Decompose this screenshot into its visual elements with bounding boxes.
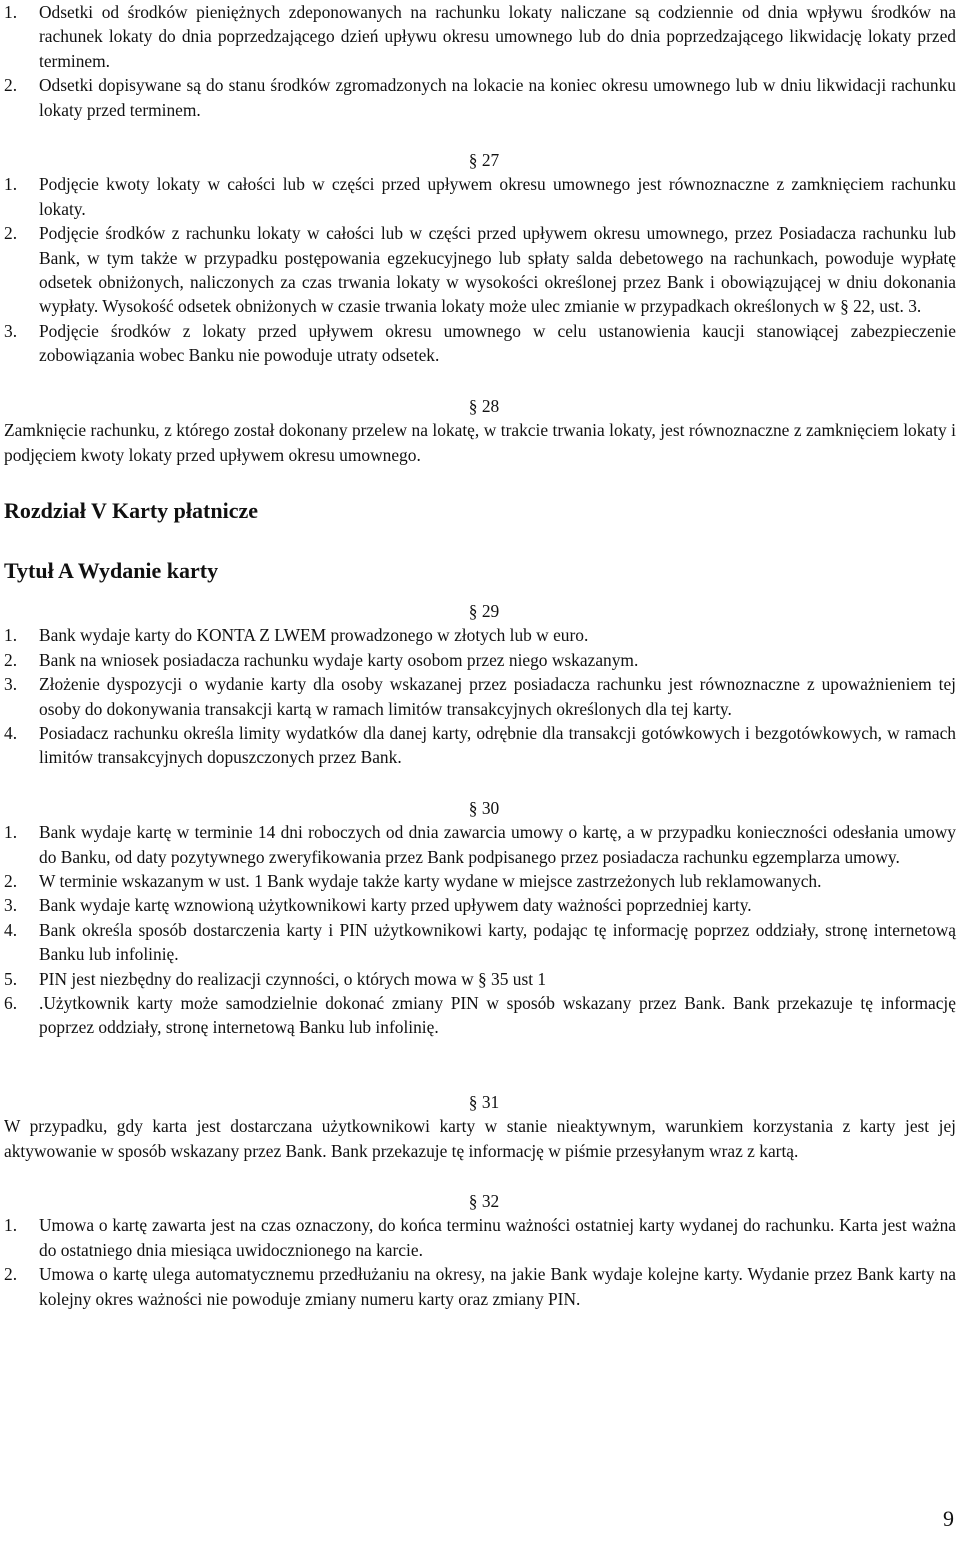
- title-heading: Tytuł A Wydanie karty: [4, 557, 219, 583]
- list-item: [4, 893, 956, 917]
- item-number: 3.: [4, 895, 18, 916]
- section-27: [4, 148, 956, 368]
- list-item: [4, 672, 956, 721]
- item-number: 1.: [4, 1215, 18, 1236]
- section-26-continued: [4, 0, 956, 122]
- section-text: Zamknięcie rachunku, z którego został dokonany przelew na lokatę, w trakcie trwania lokaty, jest równoznaczne z zamknięciem lokaty i podjęciem kwoty lokaty przed upływem okresu umownego.: [4, 420, 956, 465]
- item-number: 1.: [4, 174, 18, 195]
- item-number: 3.: [4, 320, 18, 341]
- item-text: W terminie wskazanym w ust. 1 Bank wydaje także karty wydane w miejsce zastrzeżonych lub reklamowanych.: [39, 870, 822, 891]
- item-number: 3.: [4, 674, 18, 695]
- item-number: 2.: [4, 223, 18, 244]
- item-text: Odsetki dopisywane są do stanu środków zgromadzonych na lokacie na koniec okresu umownego lub w dniu likwidacji rachunku lokaty przed terminem.: [39, 75, 956, 120]
- item-text: .Użytkownik karty może samodzielnie dokonać zmiany PIN w sposób wskazany przez Bank. Bank przekazuje tę informację poprzez oddziały, stronę internetową Banku lub infolinię.: [39, 993, 956, 1038]
- list-item: [4, 172, 956, 221]
- item-text: Bank wydaje kartę wznowioną użytkownikowi karty przed upływem daty ważności poprzedniej karty.: [39, 895, 752, 916]
- item-text: Podjęcie środków z rachunku lokaty w całości lub w części przed upływem okresu umownego, przez Posiadacza rachunku lub Bank, w tym także w przypadku postępowania egzekucyjnego lub spłaty salda debetowego na rachunkach, powoduje wypłatę odsetek obniżonych, naliczonych za czas trwania lokaty w wysokości określonej przez Bank i obowiązującej w dniu dokonania wypłaty. Wysokość odsetek obniżonych w czasie trwania lokaty może ulec zmianie w przypadkach określonych w § 22, ust. 3.: [39, 223, 956, 317]
- section-text: W przypadku, gdy karta jest dostarczana użytkownikowi karty w stanie nieaktywnym, warunkiem korzystania z karty jest jej aktywowanie w sposób wskazany przez Bank. Bank przekazuje tę informację w piśmie przesyłanym wraz z kartą.: [4, 1116, 956, 1161]
- list-item: [4, 319, 956, 368]
- list-item: [4, 991, 956, 1040]
- section-heading: § 28: [468, 395, 500, 416]
- item-text: Podjęcie kwoty lokaty w całości lub w części przed upływem okresu umownego jest równoznaczne z zamknięciem rachunku lokaty.: [39, 174, 956, 219]
- item-text: Podjęcie środków z lokaty przed upływem okresu umownego w celu ustanowienia kaucji stanowiącej zabezpieczenie zobowiązania wobec Banku nie powoduje utraty odsetek.: [39, 320, 956, 366]
- list-item: [4, 73, 956, 122]
- item-text: PIN jest niezbędny do realizacji czynności, o których mowa w § 35 ust 1: [39, 968, 547, 989]
- section-28: [4, 394, 956, 467]
- list-item: [4, 1213, 956, 1262]
- item-number: 6.: [4, 993, 18, 1013]
- item-text: Odsetki od środków pieniężnych zdeponowanych na rachunku lokaty naliczane są codziennie od dnia wpływu środków na rachunek lokaty do dnia poprzedzającego dzień upływu okresu umownego lub do dnia poprzedzającego likwidację lokaty przed terminem.: [39, 2, 956, 71]
- item-text: Posiadacz rachunku określa limity wydatków dla danej karty, odrębnie dla transakcji gotówkowych i bezgotówkowych, w ramach limitów transakcyjnych dopuszczonych przez Bank.: [39, 722, 956, 768]
- item-text: Umowa o kartę ulega automatycznemu przedłużaniu na okresy, na jakie Bank wydaje kolejne karty. Wydanie przez Bank karty na kolejny okres ważności nie powoduje zmiany numeru karty oraz zmiany PIN.: [39, 1264, 956, 1309]
- section-29: [4, 599, 956, 770]
- item-text: Bank wydaje karty do KONTA Z LWEM prowadzonego w złotych lub w euro.: [39, 625, 589, 646]
- item-number: 2.: [4, 649, 18, 670]
- section-heading: § 27: [468, 150, 500, 171]
- item-text: Bank określa sposób dostarczenia karty i PIN użytkownikowi karty, podając tę informację poprzez oddziały, stronę internetową Banku lub infolinię.: [39, 919, 956, 965]
- item-number: 1.: [4, 625, 18, 646]
- item-text: Umowa o kartę zawarta jest na czas oznaczony, do końca terminu ważności ostatniej karty wydanej do rachunku. Karta jest ważna do ostatniego dnia miesiąca uwidocznionego na karcie.: [39, 1215, 956, 1260]
- list-item: [4, 1262, 956, 1311]
- item-text: Bank na wniosek posiadacza rachunku wydaje karty osobom przez niego wskazanym.: [39, 649, 639, 670]
- list-item: [4, 918, 956, 967]
- list-item: [4, 648, 956, 672]
- item-number: 2.: [4, 75, 18, 96]
- list-item: [4, 721, 956, 770]
- item-number: 4.: [4, 919, 18, 940]
- item-text: Złożenie dyspozycji o wydanie karty dla osoby wskazanej przez posiadacza rachunku jest równoznaczne z upoważnieniem tej osoby do dokonywania transakcji kartą w ramach limitów transakcyjnych określonych dla tej karty.: [39, 674, 956, 719]
- section-heading: § 32: [468, 1191, 500, 1212]
- item-number: 1.: [4, 822, 18, 843]
- list-item: [4, 869, 956, 893]
- section-31: [4, 1090, 956, 1163]
- item-number: 2.: [4, 1264, 18, 1285]
- section-heading: § 30: [468, 797, 500, 818]
- item-number: 2.: [4, 870, 18, 891]
- item-number: 5.: [4, 968, 18, 989]
- section-heading: § 29: [468, 600, 500, 621]
- list-item: [4, 967, 956, 991]
- item-number: 4.: [4, 722, 18, 743]
- list-item: [4, 820, 956, 869]
- item-number: 1.: [4, 2, 18, 22]
- list-item: [4, 221, 956, 319]
- item-text: Bank wydaje kartę w terminie 14 dni roboczych od dnia zawarcia umowy o kartę, a w przypadku konieczności odesłania umowy do Banku, od daty pozytywnego zweryfikowania przez Bank podpisanego przez posiadacza rachunku egzemplarza umowy.: [39, 822, 956, 867]
- page-number: 9: [943, 1506, 954, 1531]
- chapter-heading: Rozdział V Karty płatnicze: [4, 497, 258, 523]
- section-heading: § 31: [468, 1091, 500, 1112]
- section-30: [4, 796, 956, 1040]
- list-item: [4, 0, 956, 73]
- list-item: [4, 623, 956, 647]
- section-32: [4, 1189, 956, 1311]
